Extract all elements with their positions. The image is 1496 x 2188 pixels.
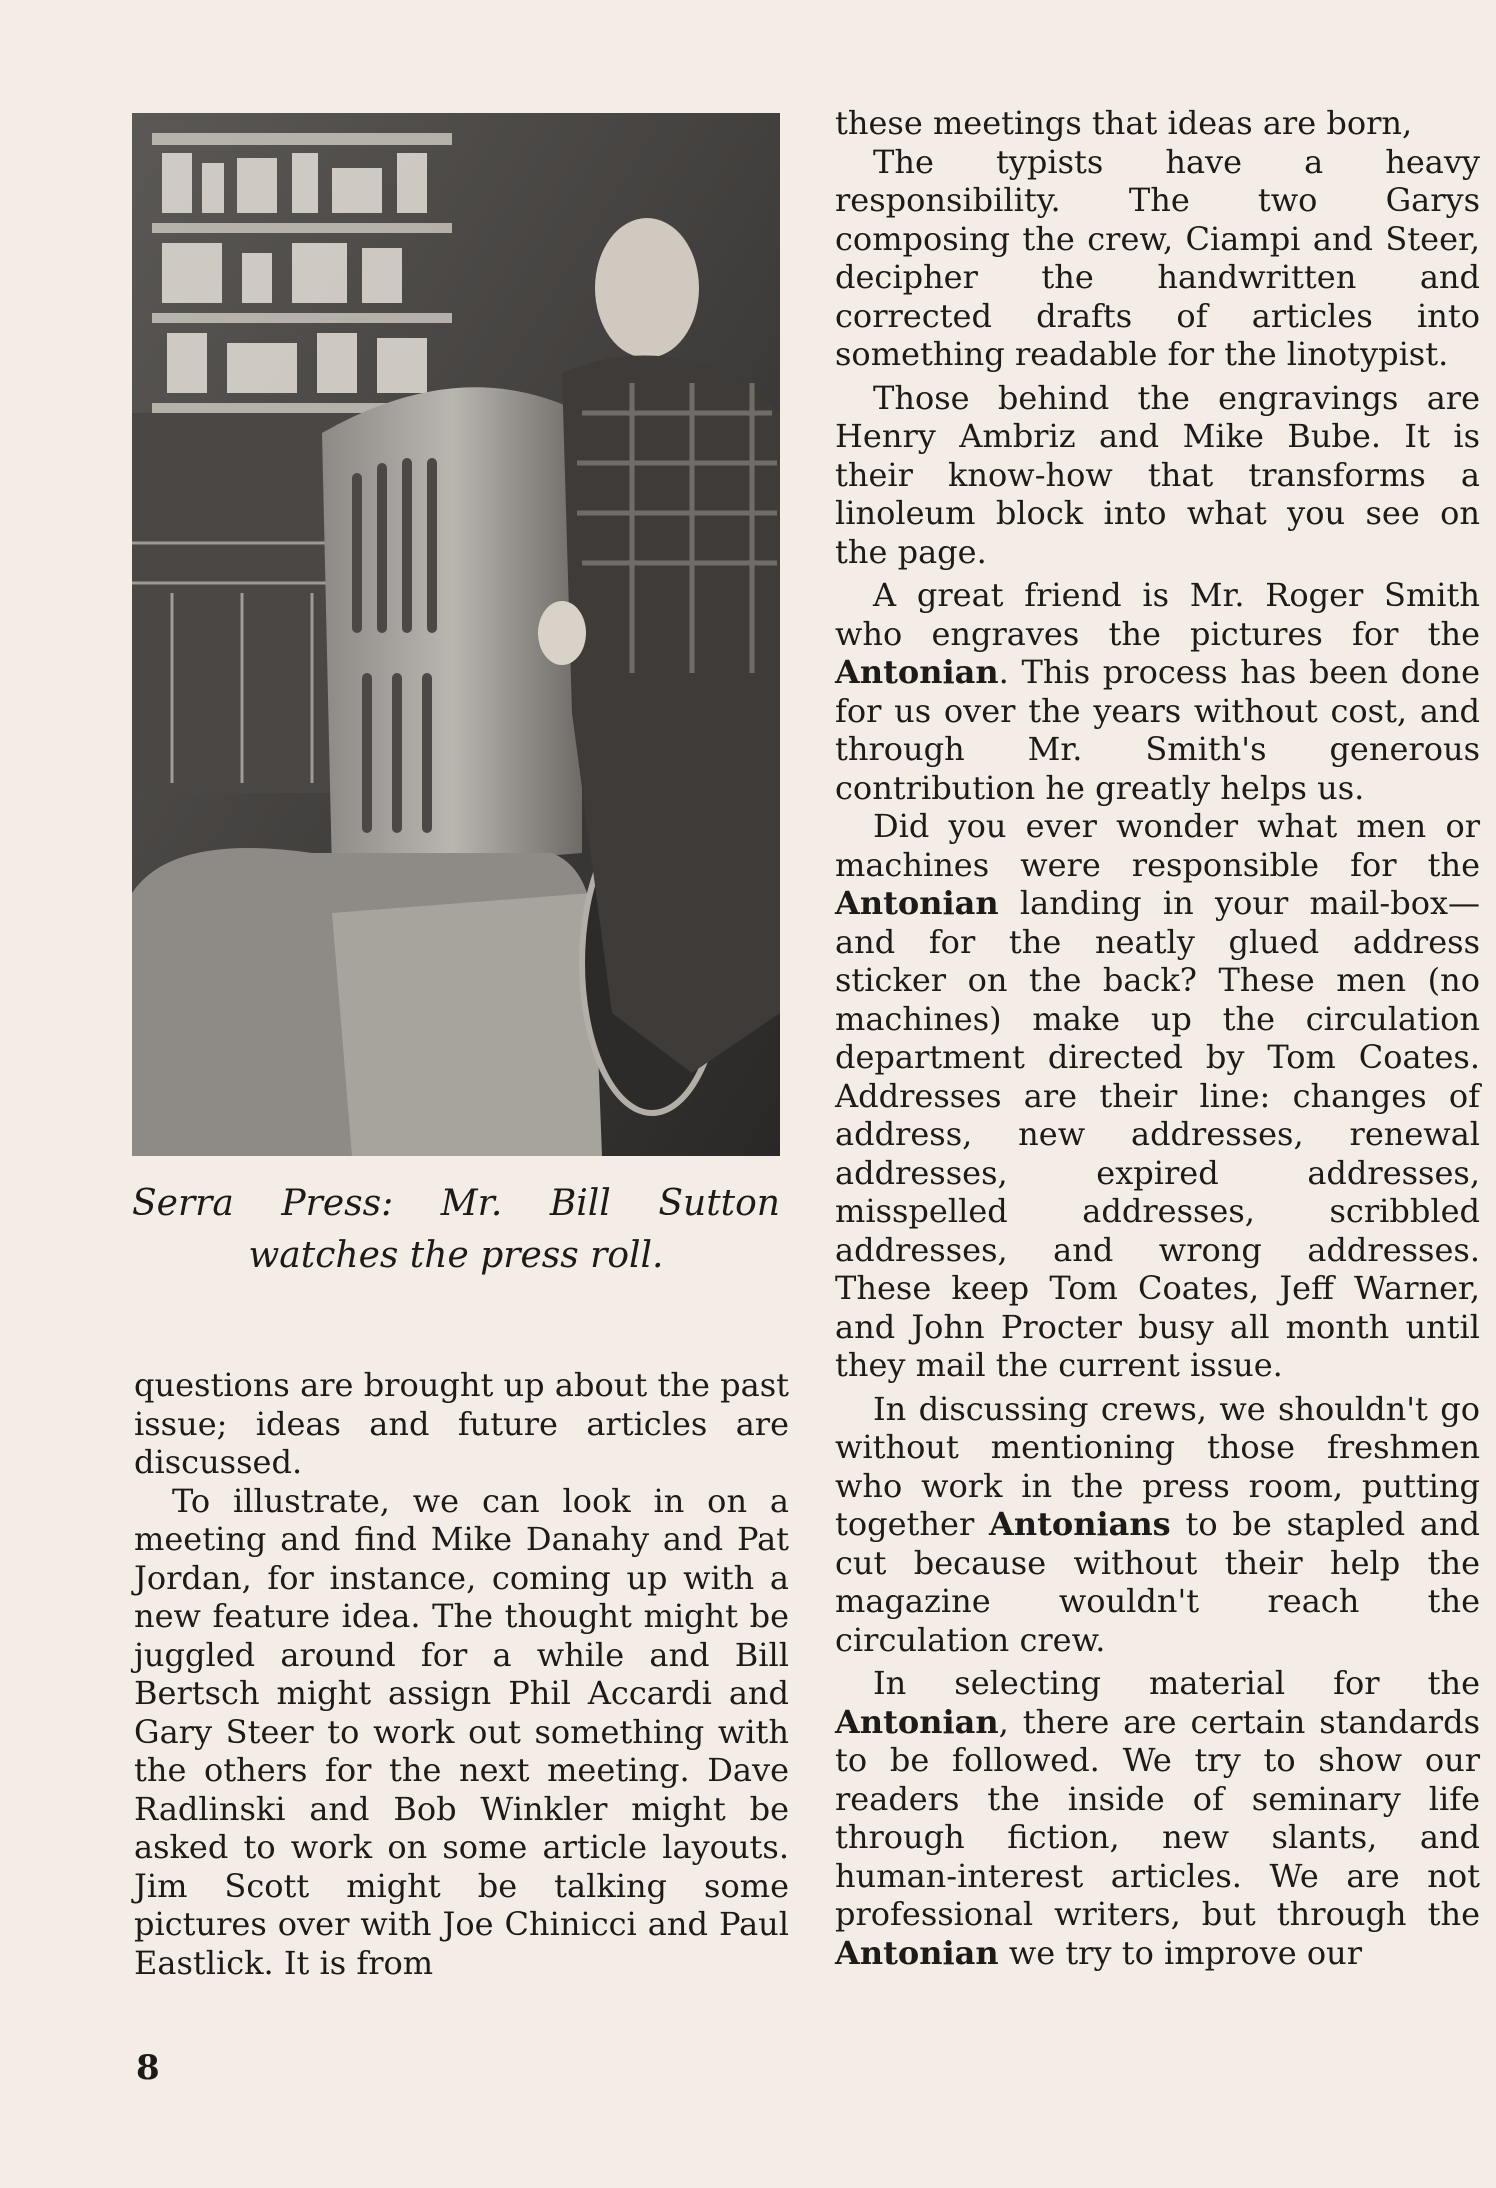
page-number: 8 [136,2048,160,2088]
magazine-name: Antonian [835,884,999,922]
p5-text-a: Did you ever wonder what men or machines were responsible for the [835,807,1480,884]
right-paragraph-7 [835,1664,1480,1972]
left-paragraph-1: questions are brought up about the past issue; ideas and future articles are discussed. [134,1366,789,1481]
right-paragraph-4 [835,576,1480,807]
magazine-name: Antonian [835,1702,999,1741]
caption-line-2: watches the press roll. [248,1235,664,1276]
magazine-name-plural: Antonians [989,1505,1171,1543]
right-paragraph-6 [835,1390,1480,1660]
magazine-name: Antonian [835,1933,999,1972]
left-paragraph-2: To illustrate, we can look in on a meeting and find Mike Danahy and Pat Jordan, for instance, coming up with a new feature idea. The thought might be juggled around for a while and Bill Bertsch might assign Phil Accardi and Gary Steer to work out something with the others for the next meeting. Dave Radlinski and Bob Winkler might be asked to work on some article layouts. Jim Scott might be talking some pictures over with Joe Chinicci and Paul Eastlick. It is from [134,1481,789,1982]
right-paragraph-2: The typists have a heavy responsibility. The two Garys composing the crew, Ciampi and Steer, decipher the handwritten and corrected drafts of articles into something readable for the linotypist. [835,142,1480,373]
p7-text-c: we try to improve our [1008,1933,1362,1972]
printing-press-photo [132,113,780,1156]
right-paragraph-3: Those behind the engravings are Henry Ambriz and Mike Bube. It is their know-how that transforms a linoleum block into what you see on the page. [835,378,1480,571]
photo-illustration [132,113,780,1156]
p6-text-b: to be stapled and cut because without their help the magazine wouldn't reach the circulation crew. [835,1505,1481,1659]
magazine-name: Antonian [835,653,999,691]
right-paragraph-1: these meetings that ideas are born, [835,104,1413,142]
caption-line-1: Serra Press: Mr. Bill Sutton [132,1183,780,1224]
p7-text-b: , there are certain standards to be followed. We try to show our readers the inside of seminary life through fiction, new slants, and human-interest articles. We are not professional writers, but through the [835,1702,1480,1933]
p6-text-a: In discussing crews, we shouldn't go without mentioning those freshmen who work in the press room, putting together [835,1389,1480,1543]
p7-text-a: In selecting material for the [873,1664,1480,1702]
p4-text-b: . This process has been done for us over the years without cost, and through Mr. Smith's generous contribution he greatly helps us. [835,653,1480,807]
left-text-column [134,1366,789,1982]
photo-caption [132,1178,780,1282]
right-paragraph-5 [835,807,1480,1385]
p4-text-a: A great friend is Mr. Roger Smith who engraves the pictures for the [835,576,1480,653]
right-text-column [835,104,1480,1972]
p5-text-b: landing in your mail-box— and for the neatly glued address sticker on the back? These men (no machines) make up the circulation department directed by Tom Coates. Addresses are their line: changes of address, new addresses, renewal addresses, expired addresses, misspelled addresses, scribbled addresses, and wrong addresses. These keep Tom Coates, Jeff Warner, and John Procter busy all month until they mail the current issue. [835,884,1481,1384]
